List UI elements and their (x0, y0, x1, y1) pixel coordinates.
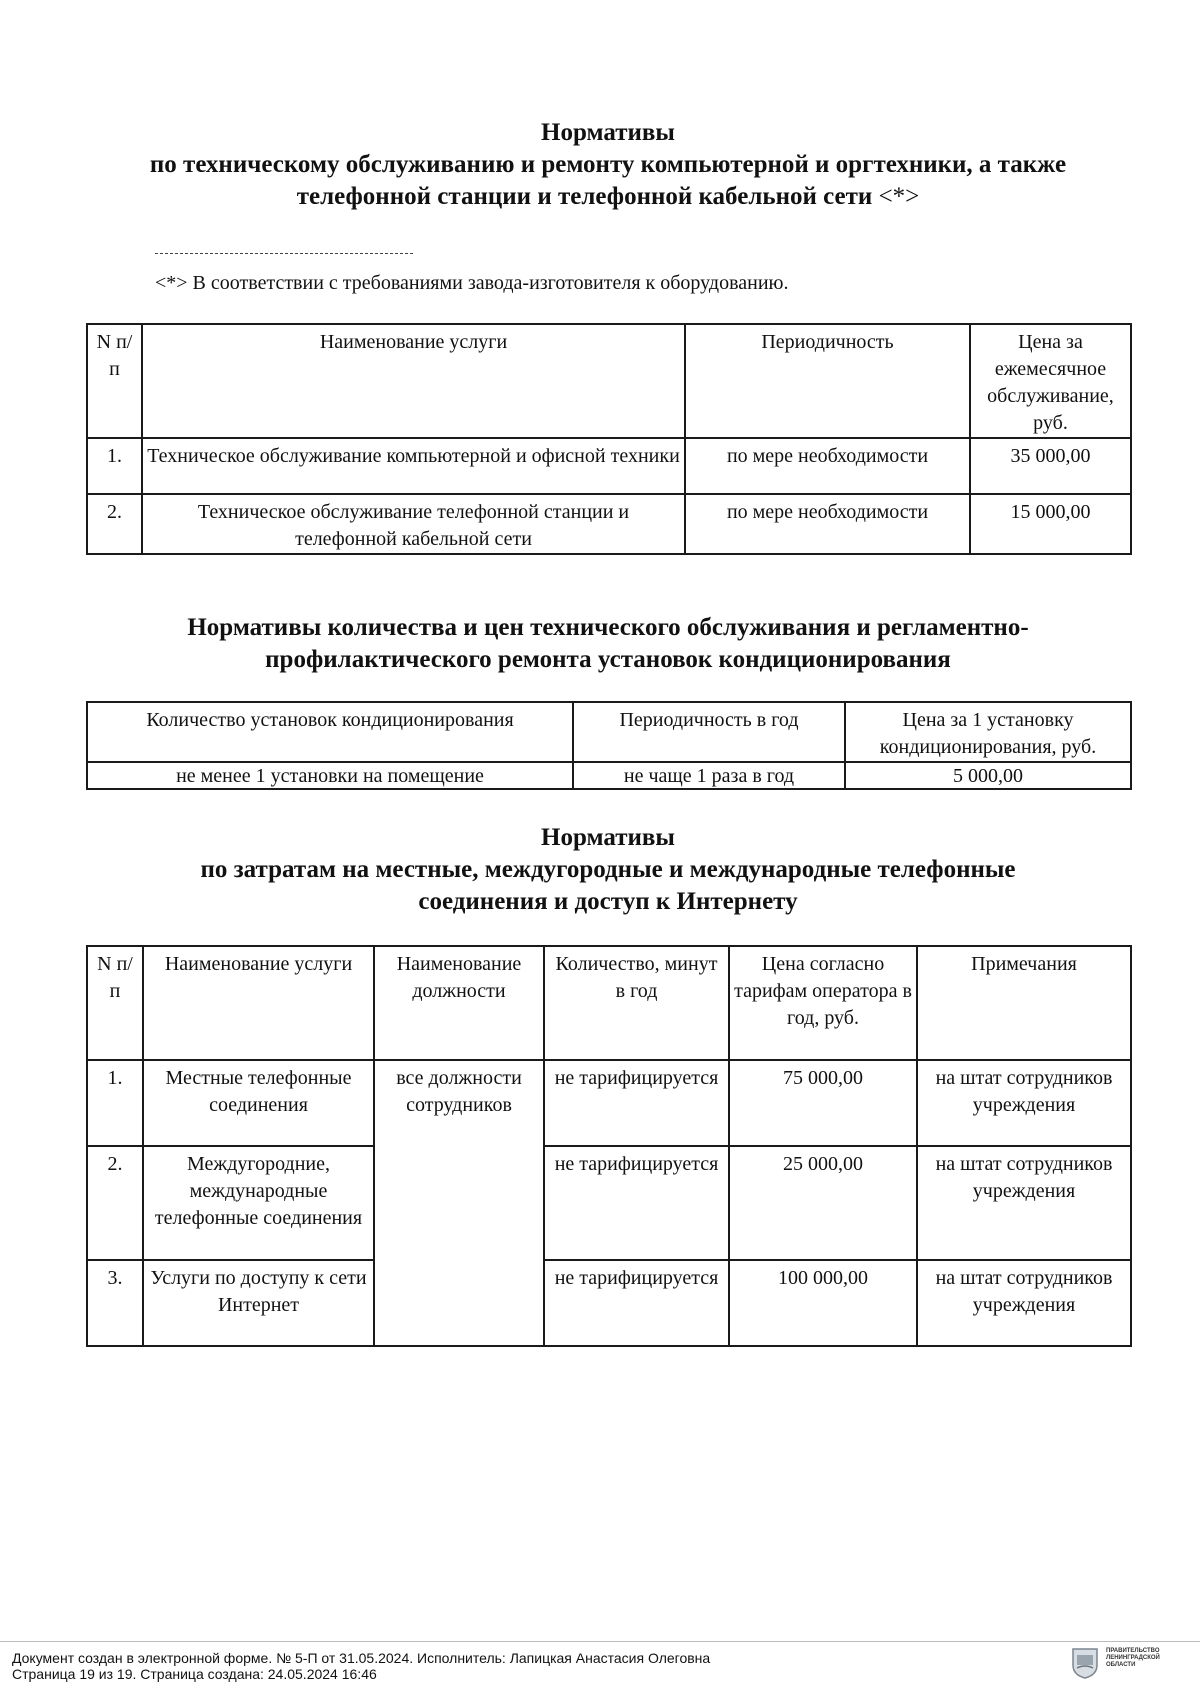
price: 100 000,00 (729, 1260, 917, 1346)
section1-title (86, 117, 1130, 213)
header-cell: Количество, минут в год (544, 946, 729, 1060)
footnote-marker: <*> (878, 183, 920, 210)
emblem-caption-line1: ПРАВИТЕЛЬСТВО (1106, 1648, 1160, 1654)
periodicity: не чаще 1 раза в год (573, 762, 845, 789)
footer-line2: Страница 19 из 19. Страница создана: 24.05.2024 16:46 (12, 1666, 377, 1682)
service-name: Услуги по доступу к сети Интернет (143, 1260, 374, 1346)
table-header-row (87, 324, 1131, 438)
table-header-row (87, 702, 1131, 762)
section2-title-line2: профилактического ремонта установок кондиционирования (265, 646, 951, 673)
row-number: 3. (87, 1260, 143, 1346)
footnote-text: <*> В соответствии с требованиями завода-изготовителя к оборудованию. (155, 272, 789, 294)
section3-title-line2: по затратам на местные, междугородные и международные телефонные (200, 856, 1016, 883)
section2-title-line1: Нормативы количества и цен технического обслуживания и регламентно- (187, 614, 1029, 641)
service-name: Междугородние, международные телефонные соединения (143, 1146, 374, 1260)
emblem-caption-line2: ЛЕНИНГРАДСКОЙ (1106, 1655, 1160, 1661)
header-cell: Цена согласно тарифам оператора в год, руб. (729, 946, 917, 1060)
emblem-caption (1106, 1648, 1166, 1669)
minutes: не тарифицируется (544, 1060, 729, 1146)
telephony-table (86, 945, 1132, 1347)
position-name: все должности сотрудников (374, 1060, 544, 1346)
header-cell: Периодичность в год (573, 702, 845, 762)
table-row (87, 762, 1131, 789)
header-cell: N п/п (87, 324, 142, 438)
price: 25 000,00 (729, 1146, 917, 1260)
table-row (87, 494, 1131, 554)
section1-title-line3 (86, 181, 1130, 213)
footer-line1: Документ создан в электронной форме. № 5-П от 31.05.2024. Исполнитель: Лапицкая Анастасия Олеговна (12, 1650, 711, 1666)
service-name: Техническое обслуживание телефонной станции и телефонной кабельной сети (142, 494, 685, 554)
emblem-caption-line3: ОБЛАСТИ (1106, 1662, 1136, 1668)
header-cell: Цена за 1 установку кондиционирования, руб. (845, 702, 1131, 762)
table-row (87, 1146, 1131, 1260)
section1-title-line1: Нормативы (541, 119, 675, 146)
table-row (87, 1060, 1131, 1146)
header-cell: Наименование услуги (143, 946, 374, 1060)
section1-title-line2: по техническому обслуживанию и ремонту компьютерной и оргтехники, а также (149, 151, 1067, 178)
air-conditioning-table (86, 701, 1132, 790)
section3-title-line3: соединения и доступ к Интернету (418, 888, 798, 915)
service-name: Местные телефонные соединения (143, 1060, 374, 1146)
table-header-row (87, 946, 1131, 1060)
footnote-separator (155, 253, 413, 254)
maintenance-table (86, 323, 1132, 555)
price: 75 000,00 (729, 1060, 917, 1146)
minutes: не тарифицируется (544, 1260, 729, 1346)
price: 15 000,00 (970, 494, 1131, 554)
row-number: 1. (87, 1060, 143, 1146)
price: 35 000,00 (970, 438, 1131, 494)
row-number: 2. (87, 494, 142, 554)
header-cell: Примечания (917, 946, 1131, 1060)
section1-title-line3-text: телефонной станции и телефонной кабельной сети (296, 183, 873, 210)
section2-title (86, 612, 1130, 676)
table-row (87, 1260, 1131, 1346)
header-cell: Наименование должности (374, 946, 544, 1060)
row-number: 2. (87, 1146, 143, 1260)
note: на штат сотрудников учреждения (917, 1260, 1131, 1346)
header-cell: Периодичность (685, 324, 970, 438)
unit-quantity: не менее 1 установки на помещение (87, 762, 573, 789)
note: на штат сотрудников учреждения (917, 1060, 1131, 1146)
footer-divider (0, 1641, 1200, 1642)
row-number: 1. (87, 438, 142, 494)
section3-title-line1: Нормативы (541, 824, 675, 851)
price: 5 000,00 (845, 762, 1131, 789)
note: на штат сотрудников учреждения (917, 1146, 1131, 1260)
section3-title (86, 822, 1130, 918)
header-cell: N п/п (87, 946, 143, 1060)
table-row (87, 438, 1131, 494)
emblem-icon (1070, 1647, 1100, 1679)
minutes: не тарифицируется (544, 1146, 729, 1260)
footer (12, 1650, 710, 1682)
header-cell: Цена за ежемесячное обслуживание, руб. (970, 324, 1131, 438)
periodicity: по мере необходимости (685, 438, 970, 494)
header-cell: Количество установок кондиционирования (87, 702, 573, 762)
periodicity: по мере необходимости (685, 494, 970, 554)
service-name: Техническое обслуживание компьютерной и офисной техники (142, 438, 685, 494)
header-cell: Наименование услуги (142, 324, 685, 438)
